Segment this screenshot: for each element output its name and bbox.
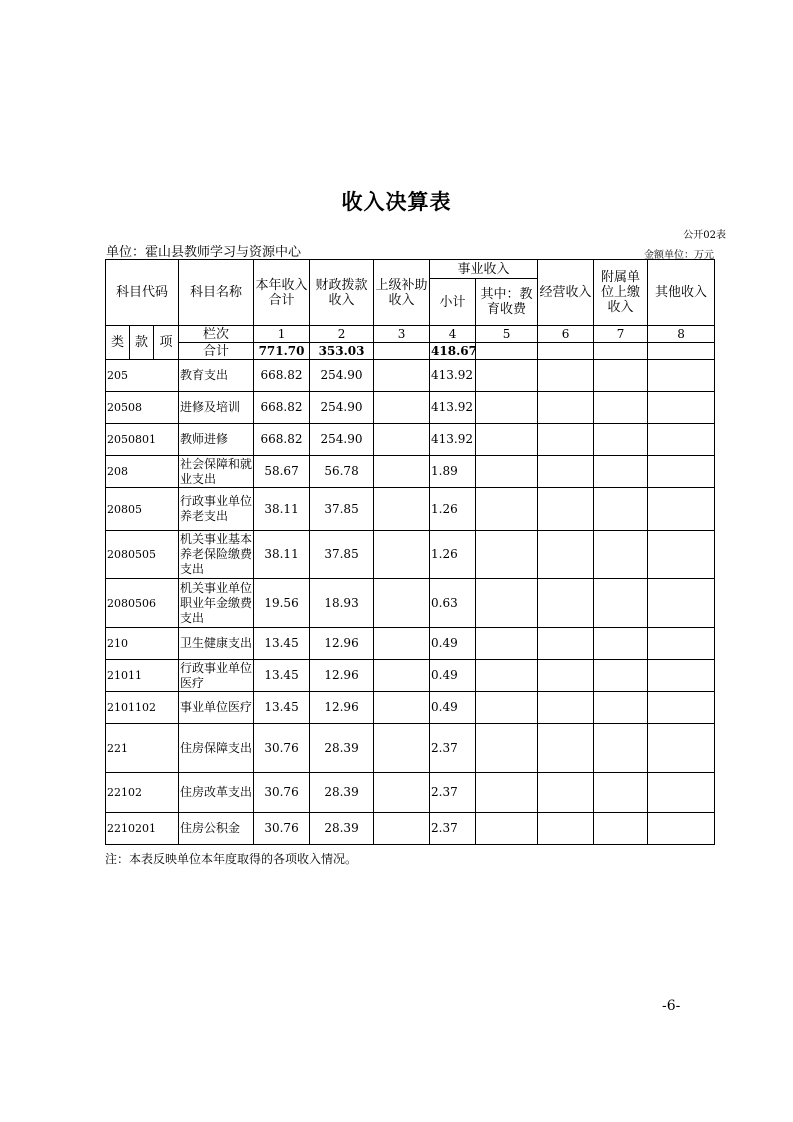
table-row bbox=[106, 692, 715, 724]
row-fiscal: 28.39 bbox=[310, 813, 374, 845]
col-number: 5 bbox=[476, 326, 538, 343]
table-row bbox=[106, 488, 715, 531]
table-row bbox=[106, 424, 715, 456]
row-subtotal: 0.49 bbox=[430, 628, 476, 660]
header-other: 其他收入 bbox=[648, 260, 715, 326]
col-number: 2 bbox=[310, 326, 374, 343]
empty-cell bbox=[476, 813, 538, 845]
row-subtotal: 0.63 bbox=[430, 579, 476, 628]
table-row bbox=[106, 813, 715, 845]
empty-cell bbox=[648, 488, 715, 531]
empty-cell bbox=[538, 392, 594, 424]
header-subtotal: 小计 bbox=[430, 279, 476, 326]
header-name: 科目名称 bbox=[179, 260, 254, 326]
row-name: 教育支出 bbox=[179, 360, 254, 392]
empty-cell bbox=[538, 360, 594, 392]
row-code: 20805 bbox=[106, 488, 179, 531]
row-subsidy bbox=[374, 813, 430, 845]
header-lei: 类 bbox=[106, 326, 130, 360]
row-subsidy bbox=[374, 424, 430, 456]
row-name: 机关事业基本养老保险缴费支出 bbox=[179, 531, 254, 579]
header-affiliated: 附属单位上缴收入 bbox=[594, 260, 648, 326]
empty-cell bbox=[648, 579, 715, 628]
row-subsidy bbox=[374, 628, 430, 660]
row-name: 社会保障和就业支出 bbox=[180, 456, 253, 486]
table-row bbox=[106, 579, 715, 628]
empty-cell bbox=[648, 360, 715, 392]
row-code: 2050801 bbox=[106, 424, 179, 456]
empty-cell bbox=[594, 531, 648, 579]
empty-cell bbox=[476, 628, 538, 660]
row-code: 221 bbox=[106, 724, 179, 773]
row-code: 21011 bbox=[106, 660, 179, 692]
empty-cell bbox=[648, 813, 715, 845]
column-number-row bbox=[106, 326, 715, 343]
empty-cell bbox=[476, 692, 538, 724]
table-body bbox=[106, 260, 715, 845]
empty-cell bbox=[594, 343, 648, 360]
empty-cell bbox=[594, 628, 648, 660]
empty-cell bbox=[648, 628, 715, 660]
row-total-income: 30.76 bbox=[254, 773, 310, 813]
row-subtotal: 2.37 bbox=[430, 773, 476, 813]
header-xiang: 项 bbox=[154, 326, 179, 360]
header-row bbox=[106, 260, 715, 279]
empty-cell bbox=[476, 660, 538, 692]
table-row bbox=[106, 360, 715, 392]
row-subsidy bbox=[374, 724, 430, 773]
col-number: 7 bbox=[594, 326, 648, 343]
table-row bbox=[106, 660, 715, 692]
header-kuan: 款 bbox=[130, 326, 154, 360]
total-subsidy-value bbox=[374, 343, 430, 360]
table-row bbox=[106, 392, 715, 424]
empty-cell bbox=[476, 360, 538, 392]
table-row bbox=[106, 773, 715, 813]
empty-cell bbox=[538, 660, 594, 692]
empty-cell bbox=[594, 488, 648, 531]
row-name: 教师进修 bbox=[179, 424, 254, 456]
row-fiscal: 18.93 bbox=[310, 579, 374, 628]
row-total-income: 668.82 bbox=[254, 392, 310, 424]
row-subtotal: 2.37 bbox=[430, 813, 476, 845]
row-total-income: 19.56 bbox=[254, 579, 310, 628]
row-subtotal: 1.26 bbox=[430, 531, 476, 579]
row-subtotal: 1.89 bbox=[430, 456, 476, 488]
row-subtotal: 413.92 bbox=[430, 424, 476, 456]
empty-cell bbox=[476, 456, 538, 488]
table-row bbox=[106, 456, 715, 488]
empty-cell bbox=[648, 724, 715, 773]
row-total-income: 30.76 bbox=[254, 724, 310, 773]
empty-cell bbox=[648, 773, 715, 813]
row-subsidy bbox=[374, 773, 430, 813]
row-fiscal: 254.90 bbox=[310, 392, 374, 424]
empty-cell bbox=[476, 579, 538, 628]
row-fiscal: 28.39 bbox=[310, 773, 374, 813]
row-fiscal: 56.78 bbox=[310, 456, 374, 488]
empty-cell bbox=[648, 343, 715, 360]
empty-cell bbox=[476, 488, 538, 531]
income-table bbox=[105, 259, 715, 845]
row-code: 2080505 bbox=[106, 531, 179, 579]
empty-cell bbox=[594, 456, 648, 488]
total-subtotal-value: 418.67 bbox=[431, 343, 477, 358]
row-total-income: 13.45 bbox=[254, 628, 310, 660]
col-number: 3 bbox=[374, 326, 430, 343]
empty-cell bbox=[594, 360, 648, 392]
total-fiscal-value: 353.03 bbox=[310, 343, 374, 360]
header-lanci: 栏次 bbox=[179, 326, 254, 343]
row-fiscal: 12.96 bbox=[310, 660, 374, 692]
row-total-income: 38.11 bbox=[254, 488, 310, 531]
empty-cell bbox=[594, 773, 648, 813]
header-edu-fee: 其中：教育收费 bbox=[476, 279, 538, 326]
header-operating: 经营收入 bbox=[538, 260, 594, 326]
empty-cell bbox=[648, 660, 715, 692]
form-number: 公开02表 bbox=[683, 230, 726, 241]
empty-cell bbox=[594, 392, 648, 424]
row-name: 行政事业单位医疗 bbox=[180, 660, 253, 690]
row-subsidy bbox=[374, 660, 430, 692]
row-code: 2080506 bbox=[106, 579, 179, 628]
empty-cell bbox=[648, 424, 715, 456]
header-fiscal: 财政拨款收入 bbox=[310, 260, 374, 326]
empty-cell bbox=[594, 579, 648, 628]
col-number: 1 bbox=[254, 326, 310, 343]
row-subtotal: 413.92 bbox=[430, 392, 476, 424]
empty-cell bbox=[476, 424, 538, 456]
row-subsidy bbox=[374, 488, 430, 531]
empty-cell bbox=[538, 628, 594, 660]
row-total-income: 13.45 bbox=[254, 692, 310, 724]
total-label: 合计 bbox=[179, 343, 254, 360]
row-code: 208 bbox=[106, 456, 179, 488]
table-row bbox=[106, 531, 715, 579]
empty-cell bbox=[476, 343, 538, 360]
total-income-value: 771.70 bbox=[254, 343, 310, 360]
empty-cell bbox=[476, 724, 538, 773]
empty-cell bbox=[538, 692, 594, 724]
row-fiscal: 12.96 bbox=[310, 628, 374, 660]
header-code: 科目代码 bbox=[106, 260, 179, 326]
row-name: 事业单位医疗 bbox=[179, 692, 254, 724]
page-number: -6- bbox=[662, 998, 681, 1014]
row-fiscal: 28.39 bbox=[310, 724, 374, 773]
table-row bbox=[106, 628, 715, 660]
empty-cell bbox=[594, 660, 648, 692]
row-total-income: 668.82 bbox=[254, 424, 310, 456]
row-name: 住房保障支出 bbox=[179, 724, 254, 773]
empty-cell bbox=[538, 724, 594, 773]
row-fiscal: 12.96 bbox=[310, 692, 374, 724]
row-subsidy bbox=[374, 360, 430, 392]
row-subsidy bbox=[374, 579, 430, 628]
row-subtotal: 413.92 bbox=[430, 360, 476, 392]
col-number: 6 bbox=[538, 326, 594, 343]
row-code: 205 bbox=[106, 360, 179, 392]
col-number: 4 bbox=[430, 326, 476, 343]
row-name: 行政事业单位养老支出 bbox=[179, 488, 254, 531]
row-code: 2101102 bbox=[106, 692, 179, 724]
header-total-income: 本年收入合计 bbox=[254, 260, 310, 326]
header-business: 事业收入 bbox=[430, 260, 538, 279]
row-fiscal: 37.85 bbox=[310, 488, 374, 531]
amount-unit: 金额单位：万元 bbox=[644, 250, 714, 261]
header-subsidy: 上级补助收入 bbox=[374, 260, 430, 326]
page-title: 收入决算表 bbox=[341, 190, 452, 214]
empty-cell bbox=[648, 531, 715, 579]
row-code: 20508 bbox=[106, 392, 179, 424]
row-subsidy bbox=[374, 692, 430, 724]
empty-cell bbox=[476, 531, 538, 579]
empty-cell bbox=[538, 813, 594, 845]
total-row bbox=[106, 343, 715, 360]
row-subsidy bbox=[374, 531, 430, 579]
unit-label: 单位：霍山县教师学习与资源中心 bbox=[106, 245, 302, 260]
row-code: 22102 bbox=[106, 773, 179, 813]
row-subsidy bbox=[374, 392, 430, 424]
empty-cell bbox=[594, 813, 648, 845]
row-fiscal: 37.85 bbox=[310, 531, 374, 579]
row-subtotal: 0.49 bbox=[430, 660, 476, 692]
col-number: 8 bbox=[648, 326, 715, 343]
empty-cell bbox=[538, 488, 594, 531]
empty-cell bbox=[594, 724, 648, 773]
row-total-income: 668.82 bbox=[254, 360, 310, 392]
row-subtotal: 2.37 bbox=[430, 724, 476, 773]
row-total-income: 58.67 bbox=[254, 456, 310, 488]
row-name: 住房公积金 bbox=[179, 813, 254, 845]
empty-cell bbox=[538, 773, 594, 813]
empty-cell bbox=[476, 392, 538, 424]
empty-cell bbox=[476, 773, 538, 813]
row-subtotal: 1.26 bbox=[430, 488, 476, 531]
table-note: 注：本表反映单位本年度取得的各项收入情况。 bbox=[105, 852, 358, 866]
row-total-income: 13.45 bbox=[254, 660, 310, 692]
row-name: 进修及培训 bbox=[179, 392, 254, 424]
row-total-income: 38.11 bbox=[254, 531, 310, 579]
row-fiscal: 254.90 bbox=[310, 360, 374, 392]
empty-cell bbox=[594, 692, 648, 724]
row-name: 卫生健康支出 bbox=[179, 628, 254, 660]
row-name: 住房改革支出 bbox=[179, 773, 254, 813]
row-code: 2210201 bbox=[106, 813, 179, 845]
empty-cell bbox=[538, 424, 594, 456]
empty-cell bbox=[648, 392, 715, 424]
row-name: 机关事业单位职业年金缴费支出 bbox=[179, 579, 254, 628]
row-subsidy bbox=[374, 456, 430, 488]
row-total-income: 30.76 bbox=[254, 813, 310, 845]
empty-cell bbox=[594, 424, 648, 456]
row-fiscal: 254.90 bbox=[310, 424, 374, 456]
empty-cell bbox=[538, 579, 594, 628]
empty-cell bbox=[538, 456, 594, 488]
row-code: 210 bbox=[106, 628, 179, 660]
empty-cell bbox=[538, 531, 594, 579]
empty-cell bbox=[538, 343, 594, 360]
row-subtotal: 0.49 bbox=[430, 692, 476, 724]
empty-cell bbox=[648, 456, 715, 488]
empty-cell bbox=[648, 692, 715, 724]
table-row bbox=[106, 724, 715, 773]
